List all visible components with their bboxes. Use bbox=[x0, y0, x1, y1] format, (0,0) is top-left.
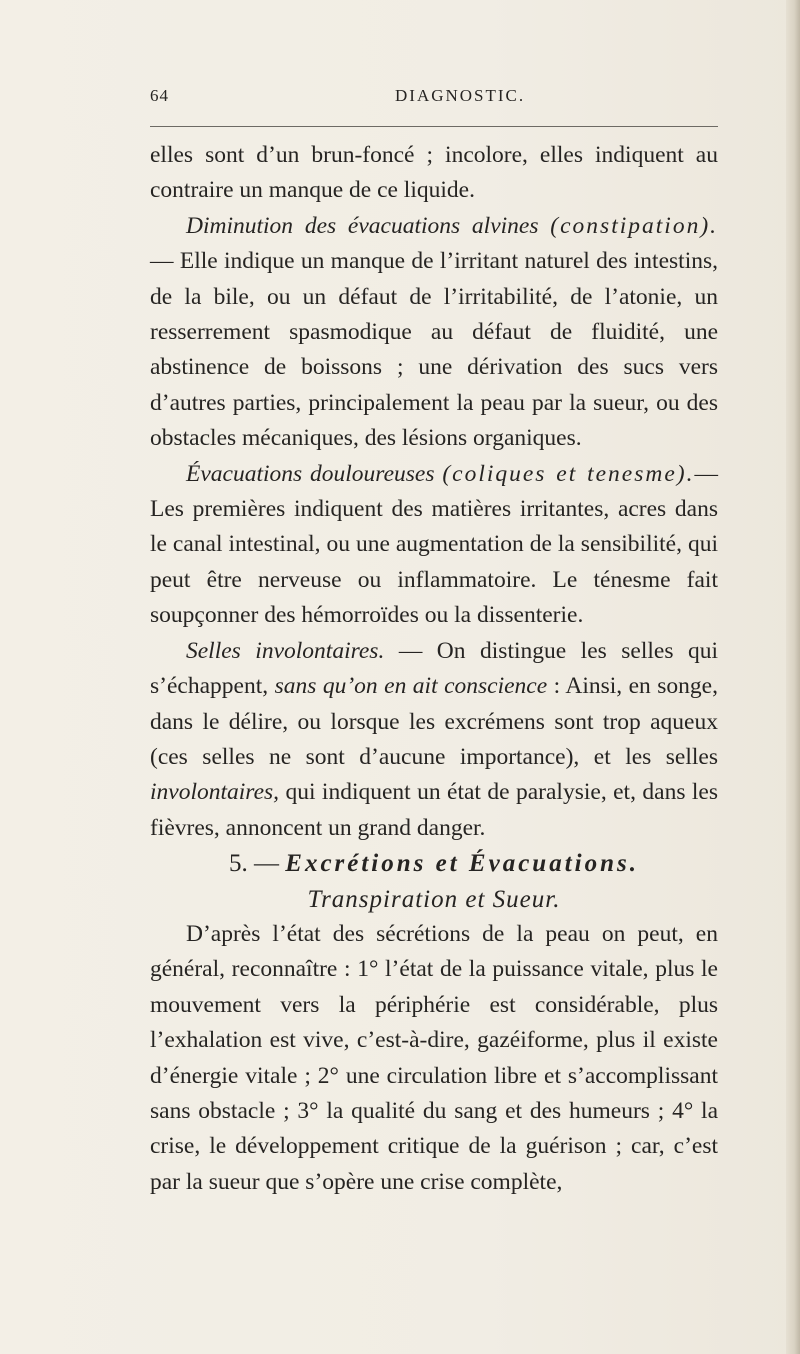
entry-text: — On distingue les selles qui s’échappent, bbox=[150, 637, 718, 700]
page-edge bbox=[786, 0, 800, 1354]
entry-text: — Elle indique un manque de l’irritant naturel des intestins, de la bile, ou un défaut de l’irritabilité, de l’atonie, un resserrement spasmodique au défaut de fluidité, une abstinence de boissons ; une dérivation des sucs vers d’autres parties, principalement la peau par la sueur, ou des obstacles mécaniques, des lésions organiques. bbox=[150, 248, 718, 452]
header-rule bbox=[150, 126, 718, 127]
entry-emphasis: involontaires, bbox=[150, 779, 280, 806]
entry-emphasis: sans qu’on en ait conscience bbox=[274, 673, 548, 700]
page-number: 64 bbox=[150, 86, 169, 105]
section-heading bbox=[150, 846, 718, 881]
paragraph-constipation bbox=[150, 209, 718, 457]
entry-term: (coliques et tenesme). bbox=[442, 460, 695, 487]
paragraph-transpiration: D’après l’état des sécrétions de la peau on peut, en général, reconnaître : 1° l’état de la puissance vitale, plus le mouvement vers la périphérie est considérable, plus l’exhalation est vive, c’est-à-dire, gazéiforme, plus il existe d’énergie vitale ; 2° une circulation libre et s’accomplissant sans obstacle ; 3° la qualité du sang et des humeurs ; 4° la crise, le développement critique de la guérison ; car, c’est par la sueur que s’opère une crise complète, bbox=[150, 920, 718, 1195]
paragraph-continuation: elles sont d’un brun-foncé ; incolore, elles indiquent au contraire un manque de ce liquide. bbox=[150, 142, 718, 204]
body-text bbox=[150, 138, 718, 1200]
section-title: Excrétions et Évacuations. bbox=[285, 850, 639, 878]
running-header bbox=[150, 86, 710, 116]
entry-text: qui indiquent un état de paralysie, et, dans les fièvres, annoncent un grand danger. bbox=[150, 779, 718, 841]
entry-text: : Ainsi, en songe, dans le délire, ou lorsque les excrémens sont trop aqueux (ces selles ne sont d’aucune importance), et les selles bbox=[150, 673, 718, 770]
entry-title: Évacuations douloureuses bbox=[186, 460, 435, 487]
entry-title: Selles involontaires. bbox=[186, 637, 385, 664]
running-title: DIAGNOSTIC. bbox=[395, 86, 526, 105]
section-number: 5. — bbox=[229, 850, 286, 878]
entry-title: Diminution des évacuations alvines bbox=[186, 212, 539, 239]
entry-term: (constipation). bbox=[550, 212, 719, 239]
paragraph-selles bbox=[150, 634, 718, 846]
section-subtitle: Transpiration et Sueur. bbox=[307, 885, 561, 913]
paragraph-coliques bbox=[150, 457, 718, 634]
entry-text: — Les premières indiquent des matières irritantes, acres dans le canal intestinal, ou une augmentation de la sensibilité, qui peut être nerveuse ou inflammatoire. Le ténesme fait soupçonner des hémorroïdes ou la dissenterie. bbox=[150, 460, 718, 629]
